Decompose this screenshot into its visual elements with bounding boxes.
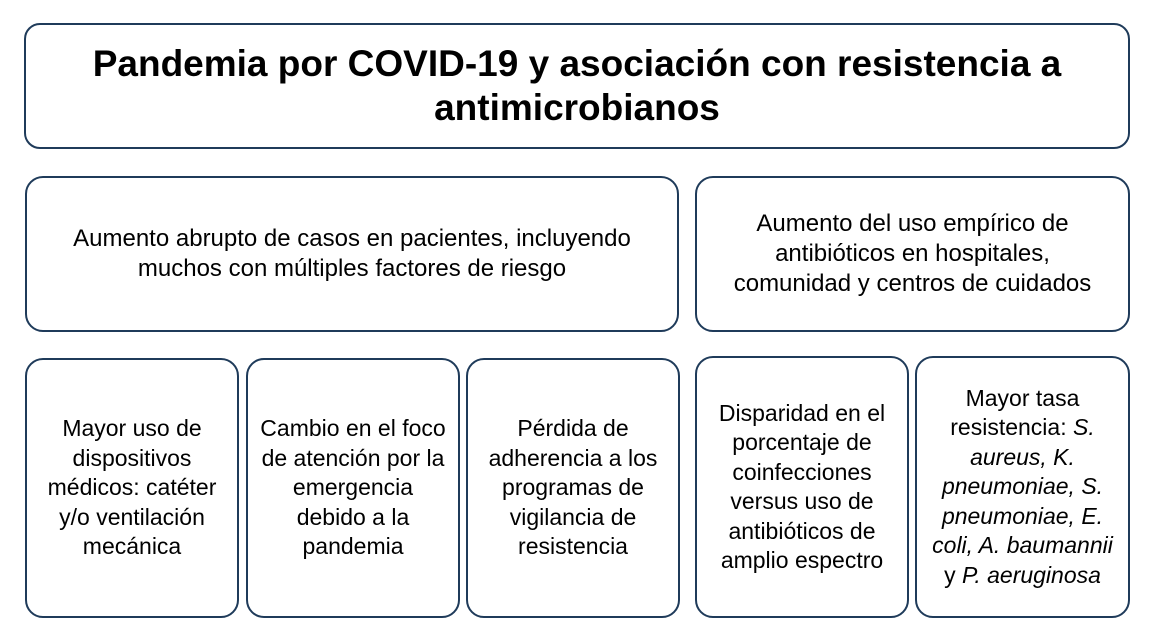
node-resistance-rate (915, 356, 1130, 618)
resistance-conjunction: y (944, 561, 962, 588)
node-case-increase-text: Aumento abrupto de casos en pacientes, incluyendo muchos con múltiples factores de riesgo (73, 225, 631, 282)
node-attention-shift-text: Cambio en el foco de atención por la emergencia debido a la pandemia (260, 415, 446, 560)
node-resistance-rate-text (925, 384, 1120, 591)
resistance-prefix: Mayor tasa resistencia: (950, 384, 1080, 441)
node-surveillance-loss (466, 358, 680, 618)
resistance-species-list: S. aureus, K. pneumoniae, S. pneumoniae, E. coli, A. baumannii (932, 414, 1113, 559)
title-box (24, 23, 1130, 149)
node-attention-shift (246, 358, 460, 618)
node-empirical-antibiotic-use-text: Aumento del uso empírico de antibióticos en hospitales, comunidad y centros de cuidados (733, 210, 1092, 297)
node-coinfection-disparity (695, 356, 909, 618)
diagram-title: Pandemia por COVID-19 y asociación con resistencia a antimicrobianos (92, 43, 1062, 128)
node-medical-devices-text: Mayor uso de dispositivos médicos: catéter y/o ventilación mecánica (47, 415, 217, 560)
node-coinfection-disparity-text: Disparidad en el porcentaje de coinfecciones versus uso de antibióticos de amplio espectro (718, 399, 886, 573)
node-surveillance-loss-text: Pérdida de adherencia a los programas de vigilancia de resistencia (488, 415, 658, 560)
node-case-increase (25, 176, 679, 332)
node-empirical-antibiotic-use (695, 176, 1130, 332)
resistance-species-last: P. aeruginosa (961, 561, 1101, 588)
node-medical-devices (25, 358, 239, 618)
